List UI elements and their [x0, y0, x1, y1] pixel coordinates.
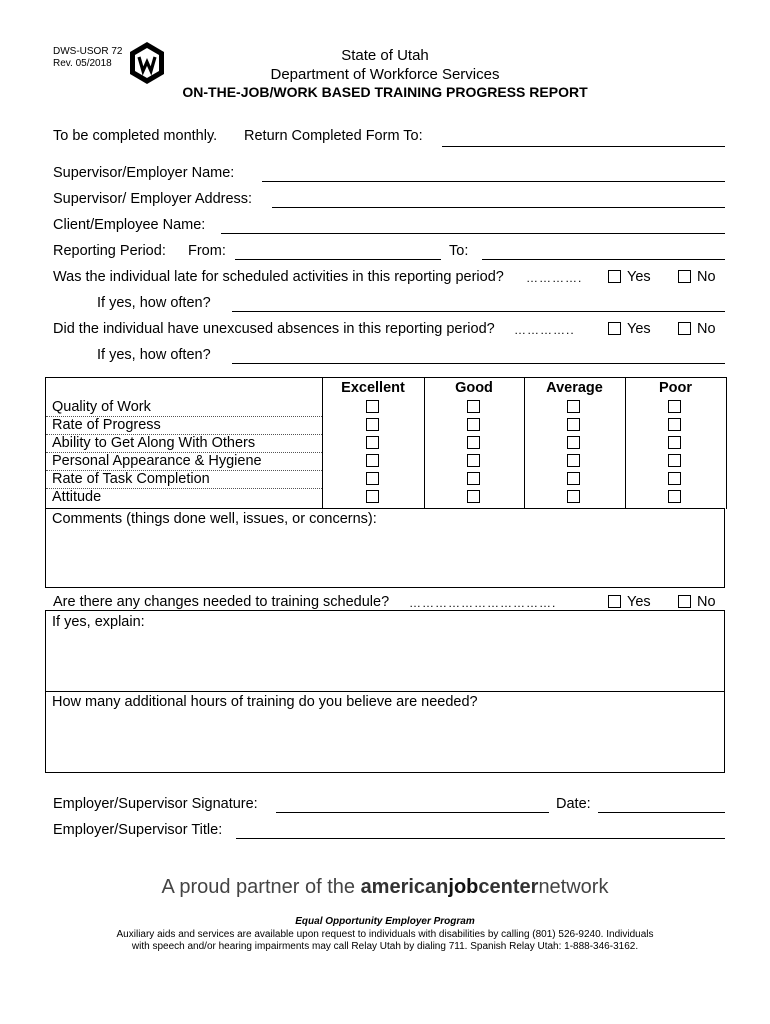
get-along-poor-checkbox[interactable] — [668, 436, 681, 449]
page-title: ON-THE-JOB/WORK BASED TRAINING PROGRESS REPORT — [182, 84, 588, 100]
department-title: Department of Workforce Services — [270, 66, 500, 83]
task-poor-checkbox[interactable] — [668, 472, 681, 485]
schedule-question: Are there any changes needed to training schedule? — [53, 594, 390, 610]
late-no-label: No — [697, 269, 716, 285]
criterion-label: Quality of Work — [52, 399, 151, 415]
supervisor-address-input[interactable] — [272, 207, 725, 208]
client-name-input[interactable] — [221, 233, 725, 234]
appearance-poor-checkbox[interactable] — [668, 454, 681, 467]
form-number: DWS-USOR 72 — [53, 46, 123, 57]
task-good-checkbox[interactable] — [467, 472, 480, 485]
progress-good-checkbox[interactable] — [467, 418, 480, 431]
absences-question: Did the individual have unexcused absences in this reporting period? — [53, 321, 495, 337]
absences-dots: ………….. — [514, 323, 575, 337]
completed-monthly-note: To be completed monthly. — [53, 128, 218, 144]
attitude-average-checkbox[interactable] — [567, 490, 580, 503]
criterion-label: Rate of Task Completion — [52, 471, 210, 487]
late-no-checkbox[interactable] — [678, 270, 691, 283]
attitude-poor-checkbox[interactable] — [668, 490, 681, 503]
partner-brand-job: job — [448, 876, 479, 898]
rating-row-progress — [46, 416, 726, 434]
criterion-label: Rate of Progress — [52, 417, 161, 433]
rating-row-task-completion — [46, 470, 726, 488]
from-label: From: — [188, 243, 226, 259]
rating-table — [45, 377, 727, 509]
partner-brand-center: center — [478, 876, 539, 898]
footer-line-1: Auxiliary aids and services are available upon request to individuals with disabilities by calling (801) 526-9240. Individuals — [116, 929, 654, 940]
absences-no-checkbox[interactable] — [678, 322, 691, 335]
appearance-good-checkbox[interactable] — [467, 454, 480, 467]
rating-row-get-along — [46, 434, 726, 452]
title-label: Employer/Supervisor Title: — [53, 822, 223, 838]
late-question: Was the individual late for scheduled activities in this reporting period? — [53, 269, 504, 285]
supervisor-name-label: Supervisor/Employer Name: — [53, 165, 235, 181]
task-average-checkbox[interactable] — [567, 472, 580, 485]
partner-prefix: A proud partner of the — [161, 876, 361, 898]
late-often-label: If yes, how often? — [97, 295, 211, 311]
absences-yes-checkbox[interactable] — [608, 322, 621, 335]
schedule-yes-checkbox[interactable] — [608, 595, 621, 608]
explain-label: If yes, explain: — [52, 614, 145, 630]
to-date-input[interactable] — [482, 259, 725, 260]
partner-banner — [0, 876, 770, 899]
column-excellent: Excellent — [341, 380, 405, 396]
appearance-excellent-checkbox[interactable] — [366, 454, 379, 467]
column-average: Average — [546, 380, 603, 396]
hours-box[interactable] — [45, 691, 725, 773]
schedule-no-label: No — [697, 594, 716, 610]
late-yes-checkbox[interactable] — [608, 270, 621, 283]
comments-box[interactable] — [45, 508, 725, 588]
state-title: State of Utah — [341, 47, 429, 64]
signature-label: Employer/Supervisor Signature: — [53, 796, 258, 812]
late-yes-label: Yes — [627, 269, 651, 285]
absences-no-label: No — [697, 321, 716, 337]
quality-average-checkbox[interactable] — [567, 400, 580, 413]
progress-average-checkbox[interactable] — [567, 418, 580, 431]
task-excellent-checkbox[interactable] — [366, 472, 379, 485]
get-along-good-checkbox[interactable] — [467, 436, 480, 449]
criterion-label: Personal Appearance & Hygiene — [52, 453, 262, 469]
progress-excellent-checkbox[interactable] — [366, 418, 379, 431]
absences-often-input[interactable] — [232, 363, 725, 364]
signature-input[interactable] — [276, 812, 549, 813]
reporting-period-label: Reporting Period: — [53, 243, 166, 259]
get-along-excellent-checkbox[interactable] — [366, 436, 379, 449]
from-date-input[interactable] — [235, 259, 441, 260]
get-along-average-checkbox[interactable] — [567, 436, 580, 449]
absences-often-label: If yes, how often? — [97, 347, 211, 363]
late-dots: …………. — [526, 271, 583, 285]
quality-poor-checkbox[interactable] — [668, 400, 681, 413]
criterion-label: Attitude — [52, 489, 102, 505]
title-input[interactable] — [236, 838, 725, 839]
column-poor: Poor — [658, 380, 693, 396]
partner-brand-american: american — [360, 876, 449, 898]
client-name-label: Client/Employee Name: — [53, 217, 206, 233]
schedule-no-checkbox[interactable] — [678, 595, 691, 608]
footer-line-2: with speech and/or hearing impairments may call Relay Utah by dialing 711. Spanish Relay Utah: 1-888-346-3162. — [131, 941, 639, 952]
rating-row-attitude — [46, 488, 726, 506]
appearance-average-checkbox[interactable] — [567, 454, 580, 467]
supervisor-address-label: Supervisor/ Employer Address: — [53, 191, 253, 207]
quality-good-checkbox[interactable] — [467, 400, 480, 413]
partner-suffix: network — [538, 876, 609, 898]
to-label: To: — [449, 243, 469, 259]
attitude-excellent-checkbox[interactable] — [366, 490, 379, 503]
late-often-input[interactable] — [232, 311, 725, 312]
rating-row-quality — [46, 398, 726, 416]
comments-label: Comments (things done well, issues, or concerns): — [52, 511, 377, 527]
progress-poor-checkbox[interactable] — [668, 418, 681, 431]
column-good: Good — [455, 380, 493, 396]
attitude-good-checkbox[interactable] — [467, 490, 480, 503]
form-revision: Rev. 05/2018 — [53, 58, 112, 69]
footer-title: Equal Opportunity Employer Program — [295, 916, 475, 927]
quality-excellent-checkbox[interactable] — [366, 400, 379, 413]
schedule-yes-label: Yes — [627, 594, 651, 610]
supervisor-name-input[interactable] — [262, 181, 725, 182]
rating-row-appearance — [46, 452, 726, 470]
absences-yes-label: Yes — [627, 321, 651, 337]
date-input[interactable] — [598, 812, 725, 813]
return-to-label: Return Completed Form To: — [244, 128, 423, 144]
return-to-input[interactable] — [442, 146, 725, 147]
date-label: Date: — [556, 796, 591, 812]
schedule-dots: ……………………………. — [409, 596, 557, 610]
hours-label: How many additional hours of training do you believe are needed? — [52, 694, 478, 710]
explain-box[interactable] — [45, 610, 725, 692]
criterion-label: Ability to Get Along With Others — [52, 435, 256, 451]
